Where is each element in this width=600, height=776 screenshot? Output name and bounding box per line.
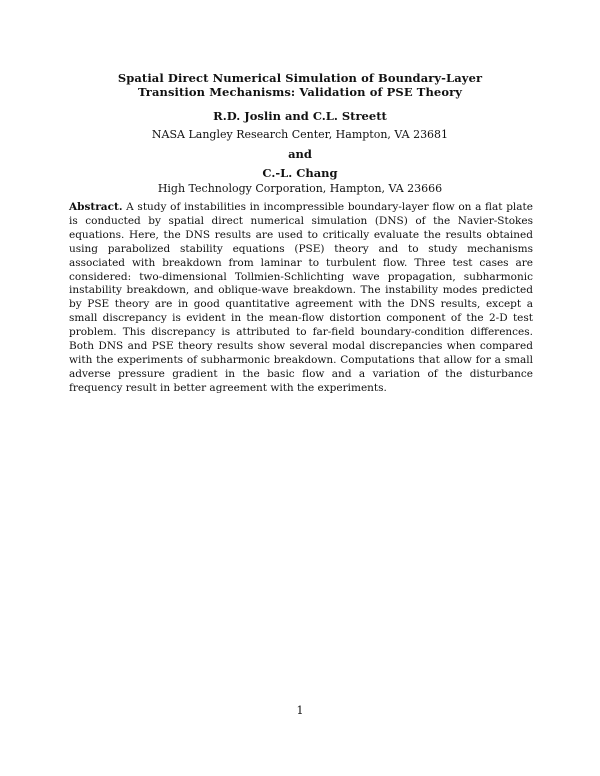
affiliation-2: High Technology Corporation, Hampton, VA 23666 xyxy=(157,182,443,195)
abstract xyxy=(69,201,533,396)
title-line-1: Spatial Direct Numerical Simulation of Boundary-Layer xyxy=(117,71,483,85)
page-number: 1 xyxy=(296,704,304,717)
abstract-label: Abstract. xyxy=(69,201,123,213)
paper-title xyxy=(0,71,600,99)
abstract-body: A study of instabilities in incompressible boundary-layer flow on a flat plate is conducted by spatial direct numerical simulation (DNS) of the Navier-Stokes equations. Here, the DNS results are used to critically evaluate the results obtained using parabolized stability equations (PSE) theory and to study mechanisms associated with breakdown from laminar to turbulent flow. Three test cases are considered: two-dimensional Tollmien-Schlichting wave propagation, subharmonic instability breakdown, and oblique-wave breakdown. The instability modes predicted by PSE theory are in good quantitative agreement with the DNS results, except a small discrepancy is evident in the mean-flow distortion component of the 2-D test problem. This discrepancy is attributed to far-field boundary-condition differences. Both DNS and PSE theory results show several modal discrepancies when compared with the experiments of subharmonic breakdown. Computations that allow for a small adverse pressure gradient in the basic flow and a variation of the disturbance frequency result in better agreement with the experiments. xyxy=(69,201,533,394)
title-line-2: Transition Mechanisms: Validation of PSE Theory xyxy=(137,85,463,99)
author-list-2: C.-L. Chang xyxy=(262,166,338,180)
author-list-1: R.D. Joslin and C.L. Streett xyxy=(213,109,387,123)
author-conjunction: and xyxy=(288,147,312,161)
affiliation-1: NASA Langley Research Center, Hampton, VA 23681 xyxy=(151,128,449,141)
